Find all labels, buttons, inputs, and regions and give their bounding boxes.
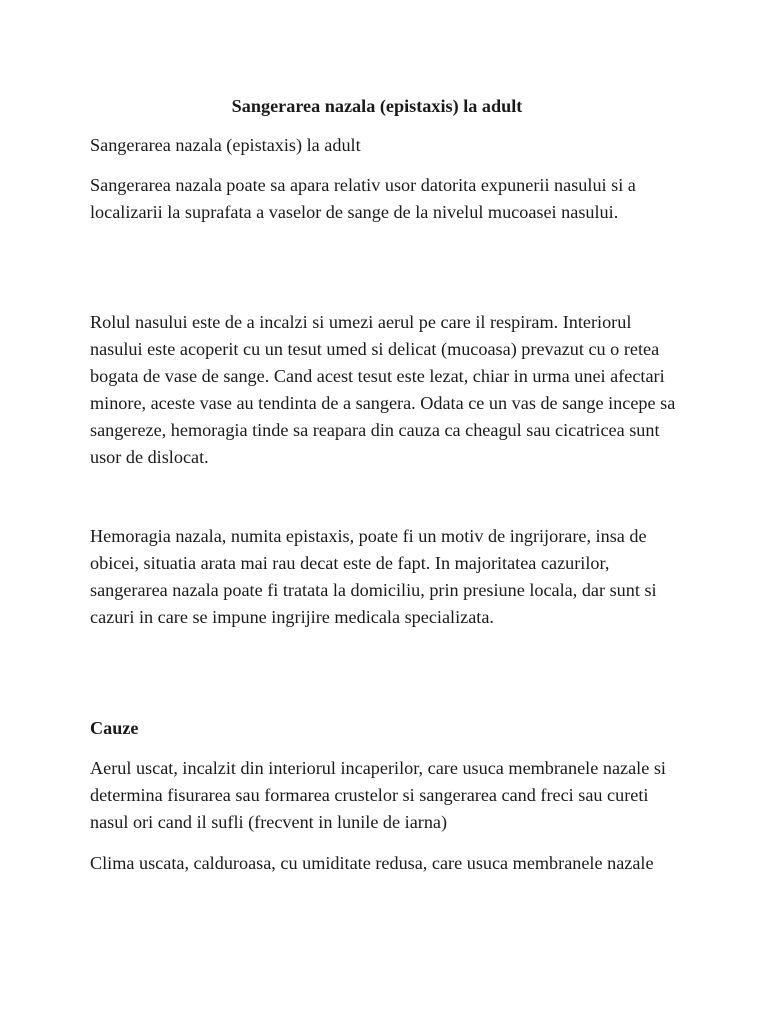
paragraph-intro: Sangerarea nazala poate sa apara relativ usor datorita expunerii nasului si a localizarii la suprafata a vaselor de sange de la nivelul mucoasei nasului.: [90, 175, 636, 222]
cause-item: Aerul uscat, incalzit din interiorul incaperilor, care usuca membranele nazale si determina fisurarea sau formarea crustelor si sangerarea cand freci sau cureti nasul ori cand il sufli (frecvent in lunile de iarna): [90, 758, 666, 832]
section-heading-causes: Cauze: [90, 718, 139, 738]
cause-item: Clima uscata, calduroasa, cu umiditate redusa, care usuca membranele nazale: [90, 853, 654, 873]
paragraph-nose-role: Rolul nasului este de a incalzi si umezi aerul pe care il respiram. Interiorul nasului este acoperit cu un tesut umed si delicat (mucoasa) prevazut cu o retea bogata de vase de sange. Cand acest tesut este lezat, chiar in urma unei afectari minore, aceste vase au tendinta de a sangera. Odata ce un vas de sange incepe sa sangereze, hemoragia tinde sa reapara din cauza ca cheagul sau cicatricea sunt usor de dislocat.: [90, 312, 676, 467]
document-subtitle: Sangerarea nazala (epistaxis) la adult: [90, 135, 361, 155]
paragraph-hemorrhage: Hemoragia nazala, numita epistaxis, poate fi un motiv de ingrijorare, insa de obicei, situatia arata mai rau decat este de fapt. In majoritatea cazurilor, sangerarea nazala poate fi tratata la domiciliu, prin presiune locala, dar sunt si cazuri in care se impune ingrijire medicala specializata.: [90, 526, 657, 627]
document-title: Sangerarea nazala (epistaxis) la adult: [231, 96, 523, 116]
